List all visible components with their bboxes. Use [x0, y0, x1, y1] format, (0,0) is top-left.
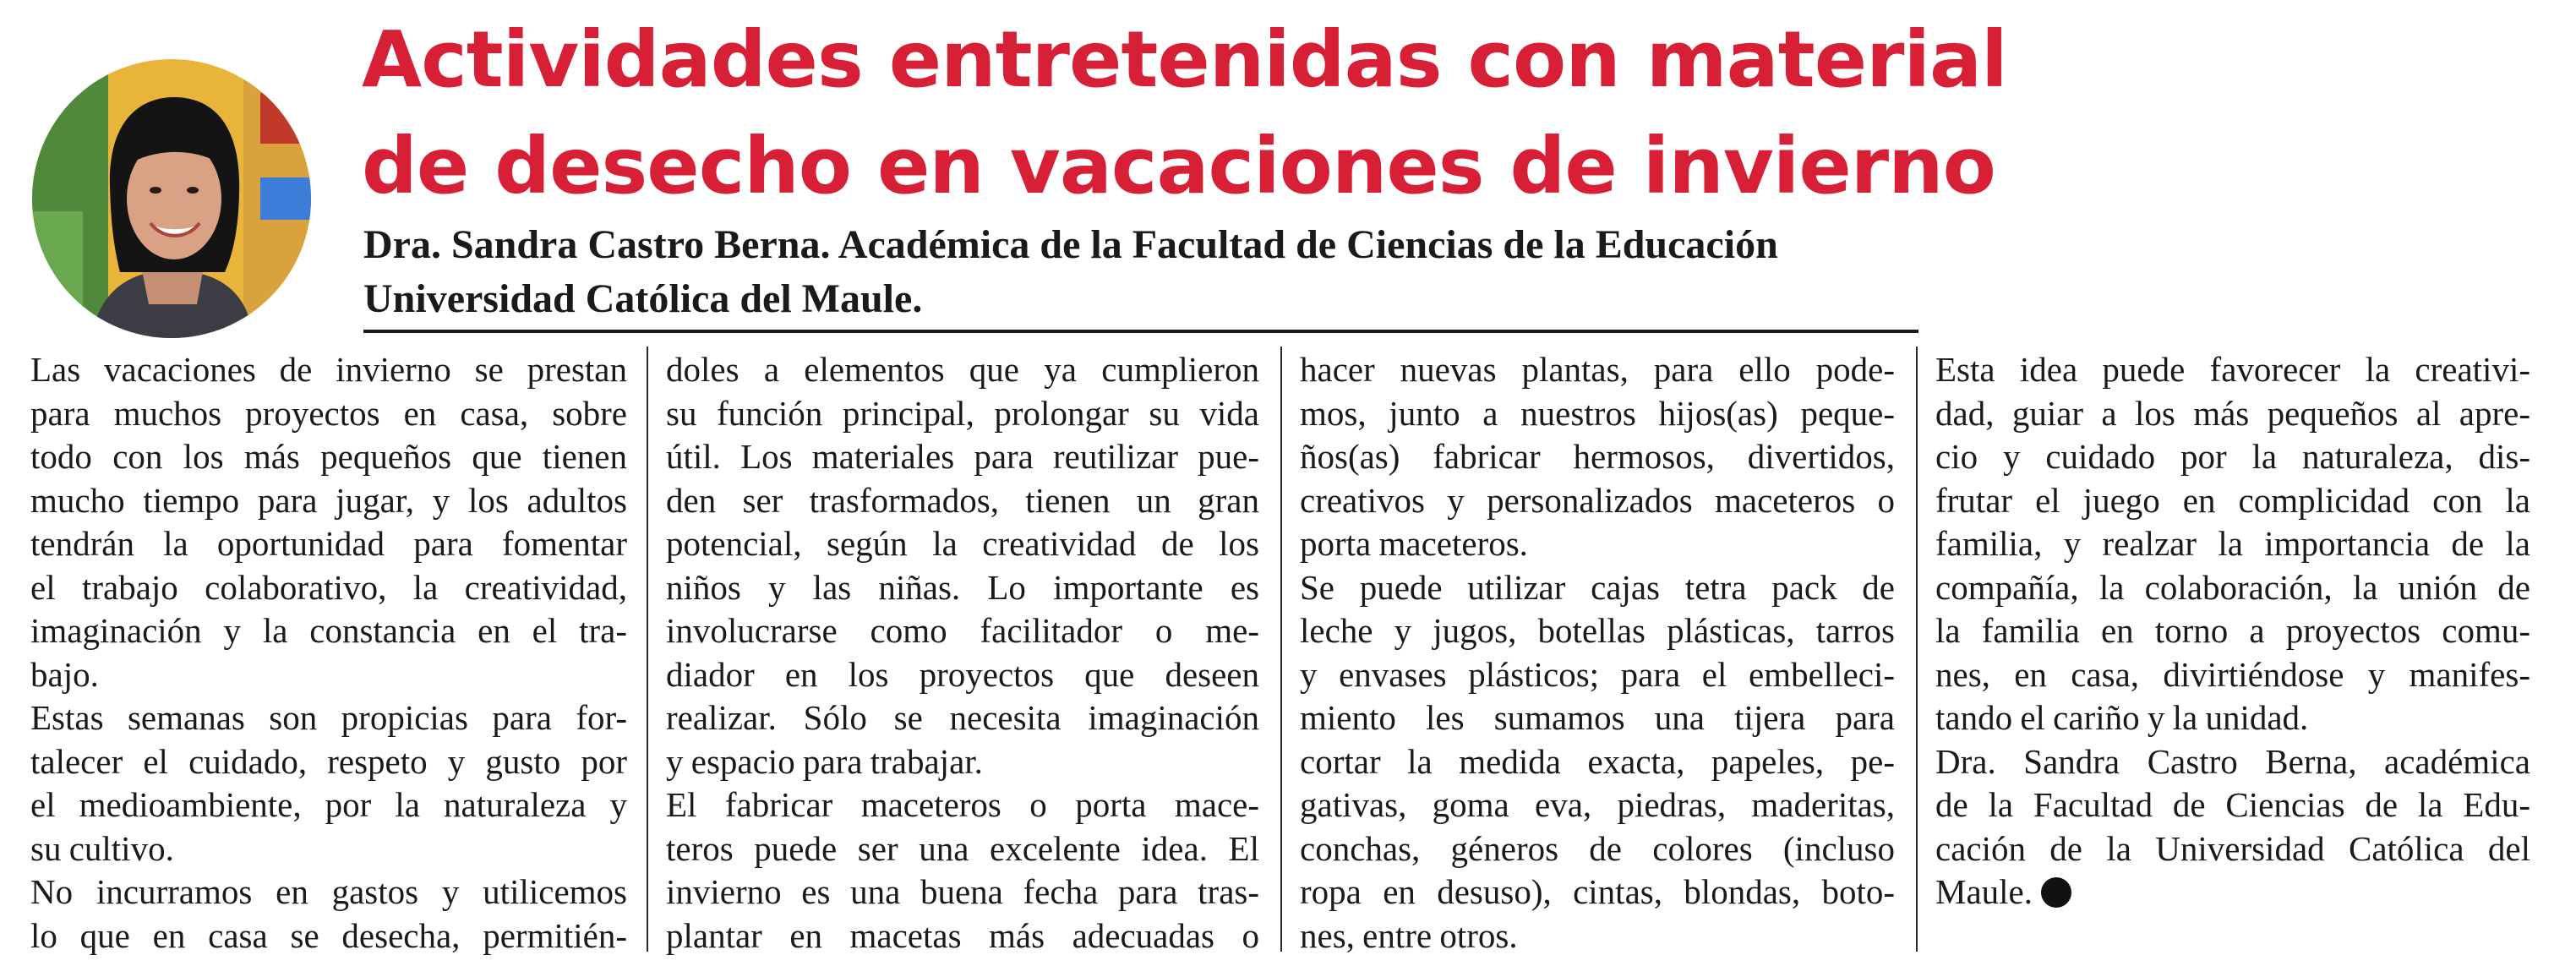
article-text-line: Estas semanas son propicias para for- — [30, 698, 627, 737]
article-text-line: nes, entre otros. — [1300, 915, 1518, 955]
article-text-line: No incurramos en gastos y utilicemos — [30, 872, 627, 911]
article-column-3 — [1300, 348, 1895, 957]
article-text-line: de la Facultad de Ciencias de la Edu- — [1935, 785, 2530, 824]
article-text-line: Dra. Sandra Castro Berna, académica — [1935, 741, 2530, 781]
article-text-line: bajo. — [30, 654, 99, 694]
author-byline — [363, 218, 1952, 326]
article-text-line: frutar el juego en complicidad con la — [1935, 480, 2530, 520]
article-text-line: diador en los proyectos que deseen — [666, 654, 1259, 694]
article-text-line: su función principal, prolongar su vida — [666, 393, 1259, 433]
article-text-line: invierno es una buena fecha para tras- — [666, 872, 1259, 911]
article-text-line: niños y las niñas. Lo importante es — [666, 567, 1259, 607]
article-text-line: den ser trasformados, tienen un gran — [666, 480, 1259, 520]
article-text-line: el medioambiente, por la naturaleza y — [30, 785, 627, 824]
byline-line-1: Dra. Sandra Castro Berna. Académica de la Facultad de Ciencias de la Educación — [363, 222, 1778, 267]
article-text-line: conchas, géneros de colores (incluso — [1300, 828, 1895, 868]
article-text-line: involucrarse como facilitador o me- — [666, 611, 1259, 650]
column-divider — [1916, 347, 1918, 952]
column-divider — [647, 347, 648, 952]
article-text-line: la familia en torno a proyectos comu- — [1935, 611, 2530, 650]
article-text-line: cortar la medida exacta, papeles, pe- — [1300, 741, 1895, 781]
article-text-line: talecer el cuidado, respeto y gusto por — [30, 741, 627, 781]
article-text-line: cio y cuidado por la naturaleza, dis- — [1935, 437, 2530, 476]
article-text-line: mucho tiempo para jugar, y los adultos — [30, 480, 627, 520]
article-text-line: el trabajo colaborativo, la creatividad, — [30, 567, 627, 607]
article-text-line: todo con los más pequeños que tienen — [30, 437, 627, 476]
article-text-line: imaginación y la constancia en el tra- — [30, 611, 627, 650]
article-text-line: miento les sumamos una tijera para — [1300, 698, 1895, 737]
article-text-line: tendrán la oportunidad para fomentar — [30, 524, 627, 563]
article-text-line: Esta idea puede favorecer la creativi- — [1935, 350, 2530, 389]
article-text-line: dad, guiar a los más pequeños al apre- — [1935, 393, 2530, 433]
article-text-line: ños(as) fabricar hermosos, divertidos, — [1300, 437, 1895, 476]
article-text-line: mos, junto a nuestros hijos(as) peque- — [1300, 393, 1895, 433]
article-text-line: Se puede utilizar cajas tetra pack de — [1300, 567, 1895, 607]
article-text-line: potencial, según la creatividad de los — [666, 524, 1259, 563]
article-text-line: cación de la Universidad Católica del — [1935, 828, 2530, 868]
article-text-line: gativas, goma eva, piedras, maderitas, — [1300, 785, 1895, 824]
article-text-line: creativos y personalizados maceteros o — [1300, 480, 1895, 520]
column-divider — [1280, 347, 1282, 952]
article-text-line: y espacio para trabajar. — [666, 741, 983, 781]
article-text-line: útil. Los materiales para reutilizar pue- — [666, 437, 1259, 476]
article-text-line: realizar. Sólo se necesita imaginación — [666, 698, 1259, 737]
article-column-2 — [666, 348, 1259, 957]
end-of-article-marker — [2041, 877, 2071, 908]
byline-line-2: Universidad Católica del Maule. — [363, 276, 923, 321]
article-text-line: su cultivo. — [30, 828, 174, 868]
article-text-line: doles a elementos que ya cumplieron — [666, 350, 1259, 389]
article-text-line: El fabricar maceteros o porta mace- — [666, 785, 1259, 824]
article-text-line: nes, en casa, divirtiéndose y manifes- — [1935, 654, 2530, 694]
article-text-line: porta maceteros. — [1300, 524, 1528, 563]
article-text-line: tando el cariño y la unidad. — [1935, 698, 2309, 737]
article-text-line: familia, y realzar la importancia de la — [1935, 524, 2530, 563]
headline-line-2: de desecho en vacaciones de invierno — [362, 121, 1995, 211]
article-column-4 — [1935, 348, 2530, 957]
byline-divider — [363, 330, 1918, 333]
article-text-line: lo que en casa se desecha, permitién- — [30, 915, 627, 955]
article-text-line: para muchos proyectos en casa, sobre — [30, 393, 627, 433]
article-headline — [362, 7, 2007, 220]
article-text-line: teros puede ser una excelente idea. El — [666, 828, 1259, 868]
author-portrait — [32, 59, 311, 338]
author-portrait-image — [32, 59, 311, 338]
headline-line-1: Actividades entretenidas con material — [362, 14, 2007, 105]
article-text-line: ropa en desuso), cintas, blondas, boto- — [1300, 872, 1895, 911]
article-column-1 — [30, 348, 627, 957]
article-text-line: leche y jugos, botellas plásticas, tarros — [1300, 611, 1895, 650]
article-text-line: y envases plásticos; para el embelleci- — [1300, 654, 1895, 694]
article-text-line: Las vacaciones de invierno se prestan — [30, 350, 627, 389]
article-text-line: plantar en macetas más adecuadas o — [666, 915, 1259, 955]
article-text-line: hacer nuevas plantas, para ello pode- — [1300, 350, 1895, 389]
article-text-line: Maule. — [1935, 871, 2530, 914]
article-text-line: compañía, la colaboración, la unión de — [1935, 567, 2530, 607]
